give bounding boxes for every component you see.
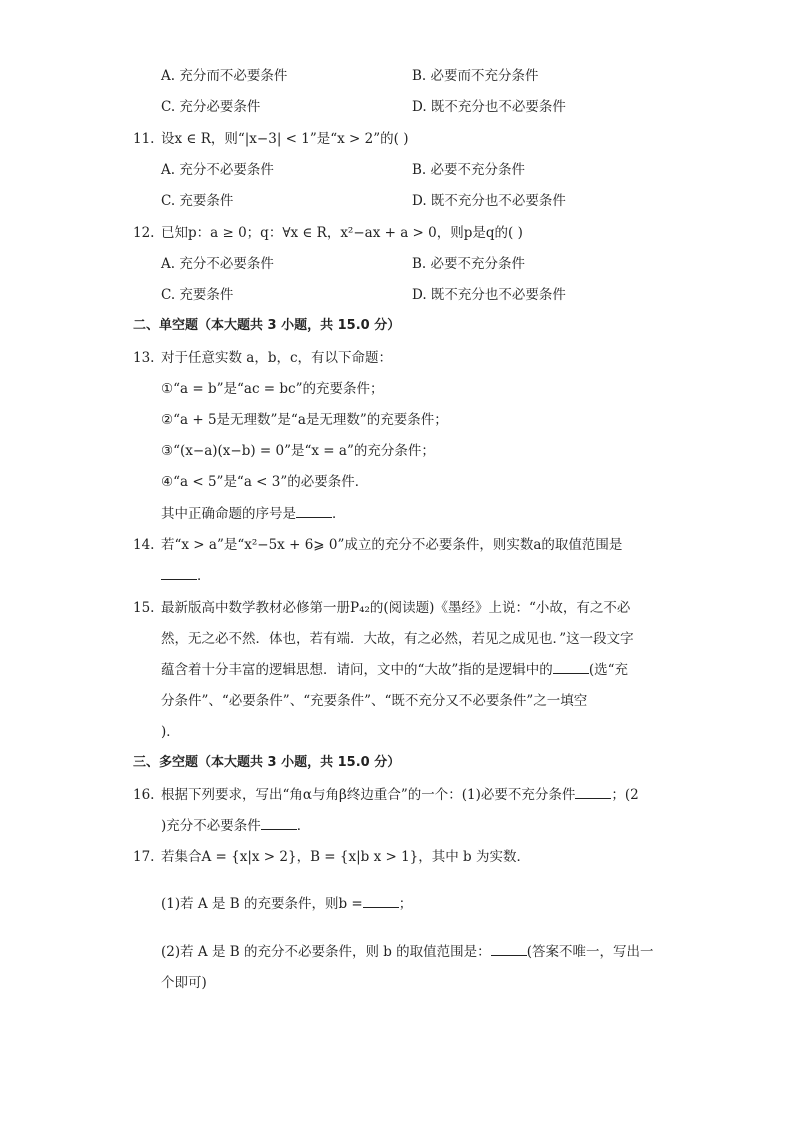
q12-number: 12. xyxy=(133,225,155,241)
q17-number: 17. xyxy=(133,849,155,865)
q17-stem: 若集合A = {x|x > 2}，B = {x|b x > 1}，其中 b 为实数． xyxy=(161,849,530,865)
q15-line3-tail: (选“充 xyxy=(588,662,628,678)
q14-line2: ． xyxy=(161,567,211,585)
q10-option-c: C. 充分必要条件 xyxy=(161,99,261,115)
q17-part1-tail: ； xyxy=(398,896,413,912)
q15-line5: )． xyxy=(161,724,180,740)
section-heading-multi-blank: 三、多空题（本大题共 3 小题，共 15.0 分） xyxy=(133,755,401,770)
q11-stem: 设x ∈ R，则“|x−3| < 1”是“x > 2”的( ) xyxy=(161,131,409,147)
q11-option-b: B. 必要不充分条件 xyxy=(412,162,526,178)
q17-part2-text: (2)若 A 是 B 的充分不必要条件，则 b 的取值范围是： xyxy=(161,944,491,960)
q13-ask-text: 其中正确命题的序号是 xyxy=(161,506,296,522)
answer-blank[interactable] xyxy=(261,817,297,830)
section-heading-single-blank: 二、单空题（本大题共 3 小题，共 15.0 分） xyxy=(133,318,401,333)
q12-option-b: B. 必要不充分条件 xyxy=(412,256,526,272)
q10-option-b: B. 必要而不充分条件 xyxy=(412,68,539,84)
q11-option-d: D. 既不充分也不必要条件 xyxy=(412,193,566,209)
q16-line1-tail: ；(2 xyxy=(611,787,639,803)
q10-option-d: D. 既不充分也不必要条件 xyxy=(412,99,566,115)
q12-stem: 已知p：a ≥ 0；q：∀x ∈ R，x²−ax + a > 0，则p是q的( ) xyxy=(161,225,523,241)
q14-number: 14. xyxy=(133,537,155,553)
q12-option-d: D. 既不充分也不必要条件 xyxy=(412,287,566,303)
q13-number: 13. xyxy=(133,350,155,366)
q10-option-a: A. 充分而不必要条件 xyxy=(161,68,288,84)
q12-option-c: C. 充要条件 xyxy=(161,287,234,303)
answer-blank[interactable] xyxy=(575,786,611,799)
answer-blank[interactable] xyxy=(161,567,197,580)
q13-statement-1: ①“a = b”是“ac = bc”的充要条件； xyxy=(161,381,384,397)
q15-line2: 然，无之必不然．体也，若有端．大故，有之必然，若见之成见也．”这一段文字 xyxy=(161,631,634,647)
q15-line3 xyxy=(161,661,628,679)
q15-line1: 最新版高中数学教材必修第一册P₄₂的(阅读题)《墨经》上说：“小故，有之不必 xyxy=(161,600,631,616)
q17-part1 xyxy=(161,895,412,913)
q13-ask: 其中正确命题的序号是 ． xyxy=(161,506,346,522)
q15-number: 15. xyxy=(133,600,155,616)
q13-statement-4: ④“a < 5”是“a < 3”的必要条件． xyxy=(161,474,369,490)
q17-part1-text: (1)若 A 是 B 的充要条件，则b = xyxy=(161,896,363,912)
q16-line1-text: 根据下列要求，写出“角α与角β终边重合”的一个：(1)必要不充分条件 xyxy=(161,787,576,803)
answer-blank[interactable] xyxy=(491,943,527,956)
q14-line1: 若“x > a”是“x²−5x + 6⩾ 0”成立的充分不必要条件，则实数a的取值范围是 xyxy=(161,537,623,553)
q11-option-c: C. 充要条件 xyxy=(161,193,234,209)
q13-statement-3: ③“(x−a)(x−b) = 0”是“x = a”的充分条件； xyxy=(161,443,435,459)
q11-number: 11. xyxy=(133,131,155,147)
q12-option-a: A. 充分不必要条件 xyxy=(161,256,274,272)
answer-blank[interactable] xyxy=(553,661,589,674)
q16-line2: )充分不必要条件 ． xyxy=(161,818,311,834)
q17-part2-tail: (答案不唯一，写出一 xyxy=(526,944,654,960)
q13-stem: 对于任意实数 a，b，c，有以下命题： xyxy=(161,350,393,366)
answer-blank[interactable] xyxy=(296,505,332,518)
q16-number: 16. xyxy=(133,787,155,803)
q15-line3-text: 蕴含着十分丰富的逻辑思想．请问，文中的“大故”指的是逻辑中的 xyxy=(161,662,553,678)
q17-part2-end: 个即可) xyxy=(161,975,207,991)
q13-statement-2: ②“a + 5是无理数”是“a是无理数”的充要条件； xyxy=(161,412,448,428)
q16-line2-text: )充分不必要条件 xyxy=(161,818,261,834)
q16-line1 xyxy=(161,786,639,804)
q17-part2 xyxy=(161,943,653,961)
q15-line4: 分条件”、“必要条件”、“充要条件”、“既不充分又不必要条件”之一填空 xyxy=(161,693,588,709)
answer-blank[interactable] xyxy=(363,895,399,908)
q11-option-a: A. 充分不必要条件 xyxy=(161,162,274,178)
